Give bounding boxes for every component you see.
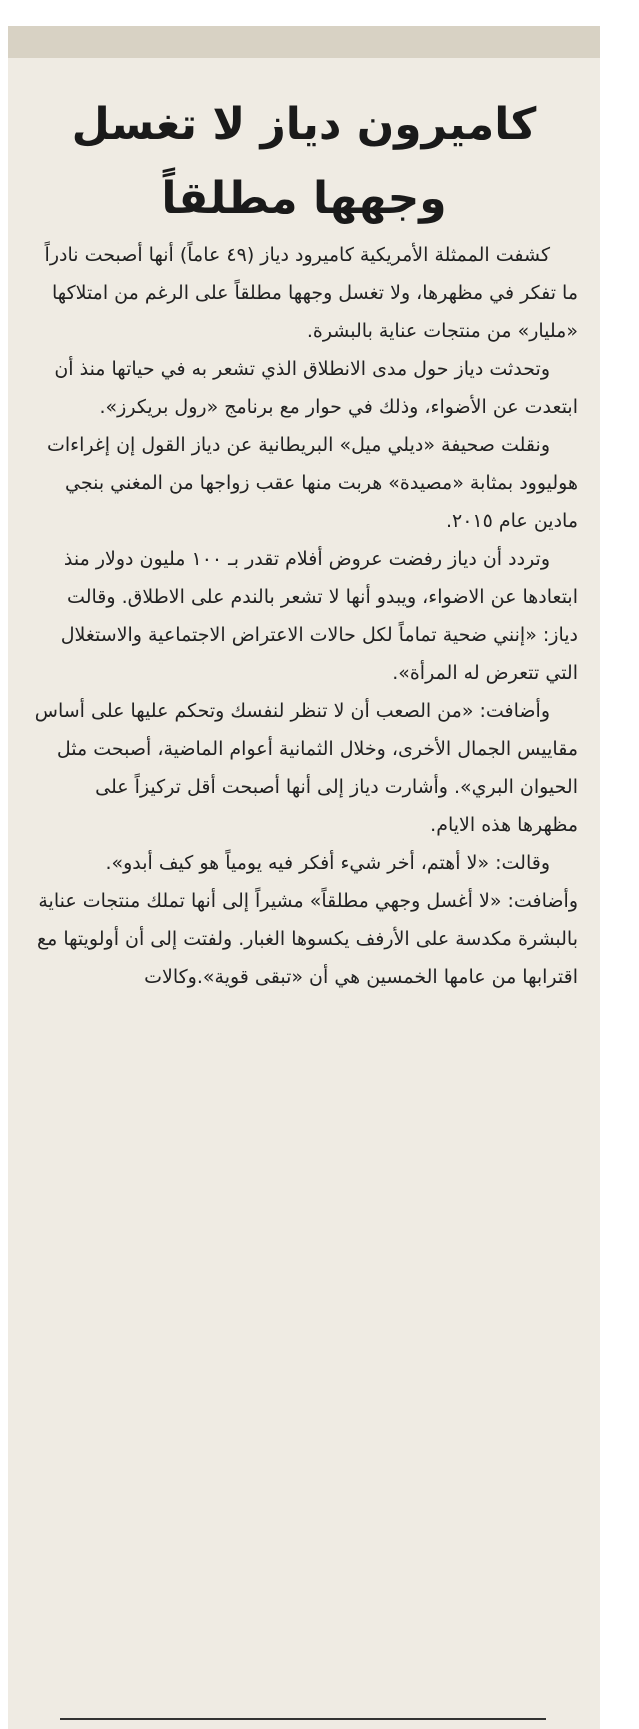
paragraph-6 [30,844,578,996]
paragraph-3: ونقلت صحيفة «ديلي ميل» البريطانية عن دياز القول إن إغراءات هوليوود بمثابة «مصيدة» هربت منها عقب زواجها من المغني بنجي مادين عام ٢٠١٥. [46,434,578,532]
paragraph-2: وتحدثت دياز حول مدى الانطلاق الذي تشعر به في حياتها منذ أن ابتعدت عن الأضواء، وذلك في حوار مع برنامج «رول بريكرز». [54,358,578,418]
headline-line-2: وجهها مطلقاً [161,173,447,224]
paragraph-6-text: وقالت: «لا أهتم، أخر شيء أفكر فيه يومياً هو كيف أبدو». وأضافت: «لا أغسل وجهي مطلقاً» مشيراً إلى أنها تملك منتجات عناية بالبشرة مكدسة على الأرفف يكسوها الغبار. ولفتت إلى أن أولويتها مع اقترابها من عامها الخمسين هي أن «تبقى قوية». [37,852,578,988]
headline-line-1: كاميرون دياز لا تغسل [71,99,537,150]
paragraph-4: وتردد أن دياز رفضت عروض أفلام تقدر بـ ١٠٠ مليون دولار منذ ابتعادها عن الاضواء، ويبدو أنها لا تشعر بالندم على الاطلاق. وقالت دياز: «إنني ضحية تماماً لكل حالات الاعتراض الاجتماعية والاستغلال التي تتعرض له المرأة». [60,548,578,684]
paragraph-1: كشفت الممثلة الأمريكية كاميرود دياز (٤٩ عاماً) أنها أصبحت نادراً ما تفكر في مظهرها، ولا تغسل وجهها مطلقاً على الرغم من امتلاكها «مليار» من منتجات عناية بالبشرة. [44,244,578,342]
article-page [8,58,600,1729]
bottom-divider [60,1718,546,1720]
source-credit: وكالات [144,966,197,988]
header-band [8,26,600,58]
article-body [30,236,578,996]
paragraph-5: وأضافت: «من الصعب أن لا تنظر لنفسك وتحكم عليها على أساس مقاييس الجمال الأخرى، وخلال الثمانية أعوام الماضية، أصبحت مثل الحيوان البري». وأشارت دياز إلى أنها أصبحت أقل تركيزاً على مظهرها هذه الايام. [34,700,578,836]
